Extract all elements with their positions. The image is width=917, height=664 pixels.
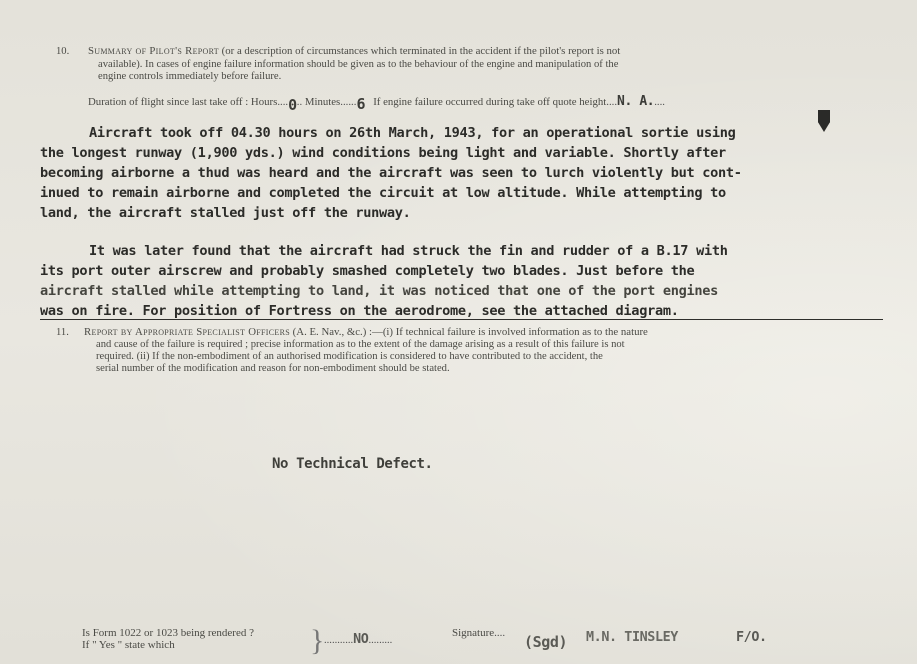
narrative-line-8: aircraft stalled while attempting to land, it was noticed that one of the port engines bbox=[40, 283, 719, 299]
section-11-heading-line bbox=[84, 327, 648, 338]
yes-question: If " Yes " state which bbox=[82, 639, 175, 651]
section-11-line-2: and cause of the failure is required ; precise information as to the extent of the damage arising as a result of this failure is not bbox=[96, 339, 625, 350]
section-10-intro-line-3: engine controls immediately before failure. bbox=[98, 71, 282, 82]
signature-value: (Sgd) bbox=[524, 633, 568, 651]
signer-name: M.N. TINSLEY bbox=[586, 630, 678, 645]
minutes-value: 6 bbox=[356, 95, 366, 113]
narrative-line-6: It was later found that the aircraft had struck the fin and rudder of a B.17 with bbox=[89, 243, 728, 259]
narrative-line-7: its port outer airscrew and probably smashed completely two blades. Just before the bbox=[40, 263, 695, 279]
section-11-line-3: required. (ii) If the non-embodiment of an authorised modification is considered to have contributed to the accident, the bbox=[96, 351, 603, 362]
section-10-intro-line-2: available). In cases of engine failure information should be given as to the behaviour of the engine and manipulation of the bbox=[98, 59, 619, 70]
section-10-intro: (or a description of circumstances which terminated in the accident if the pilot's report is not bbox=[221, 45, 621, 57]
signer-rank: F/O. bbox=[736, 630, 767, 645]
section-10-number: 10. bbox=[56, 46, 70, 57]
ink-blot-mark bbox=[818, 110, 830, 132]
height-value: N. A. bbox=[617, 94, 655, 109]
section-10-heading: Summary of Pilot's Report bbox=[88, 45, 219, 57]
narrative-line-5: land, the aircraft stalled just off the runway. bbox=[40, 205, 411, 221]
narrative-line-4: inued to remain airborne and completed the circuit at low altitude. While attempting to bbox=[40, 185, 726, 201]
form-answer: NO bbox=[353, 632, 369, 647]
section-divider-rule bbox=[40, 319, 883, 320]
section-10-heading-line bbox=[88, 46, 620, 57]
minutes-label: Minutes bbox=[304, 96, 341, 108]
duration-line: Duration of flight since last take off : Hours....0.. Minutes......6 If engine failure occurred during take off quote height....N. A..... bbox=[88, 94, 665, 114]
brace-mark: } bbox=[310, 624, 325, 657]
signature-label: Signature bbox=[452, 627, 495, 639]
signature-line: Signature.... bbox=[452, 627, 506, 639]
form-answer-line: ...........NO......... bbox=[324, 632, 393, 647]
hours-value: 0 bbox=[288, 96, 297, 114]
narrative-line-9: was on fire. For position of Fortress on the aerodrome, see the attached diagram. bbox=[40, 303, 679, 319]
form-question: Is Form 1022 or 1023 being rendered ? bbox=[82, 627, 254, 639]
section-11-number: 11. bbox=[56, 327, 69, 338]
height-label: If engine failure occurred during take off quote height bbox=[373, 96, 607, 108]
duration-label: Duration of flight since last take off : Hours bbox=[88, 96, 278, 108]
technical-finding: No Technical Defect. bbox=[272, 456, 433, 472]
section-11-heading: Report by Appropriate Specialist Officers bbox=[84, 326, 290, 338]
section-11-line-4: serial number of the modification and reason for non-embodiment should be stated. bbox=[96, 363, 450, 374]
narrative-line-3: becoming airborne a thud was heard and the aircraft was seen to lurch violently but cont- bbox=[40, 165, 742, 181]
section-11-heading-suffix: (A. E. Nav., &c.) :—(i) If technical failure is involved information as to the nature bbox=[292, 326, 648, 338]
narrative-line-2: the longest runway (1,900 yds.) wind conditions being light and variable. Shortly after bbox=[40, 145, 726, 161]
narrative-line-1: Aircraft took off 04.30 hours on 26th March, 1943, for an operational sortie using bbox=[89, 125, 736, 141]
